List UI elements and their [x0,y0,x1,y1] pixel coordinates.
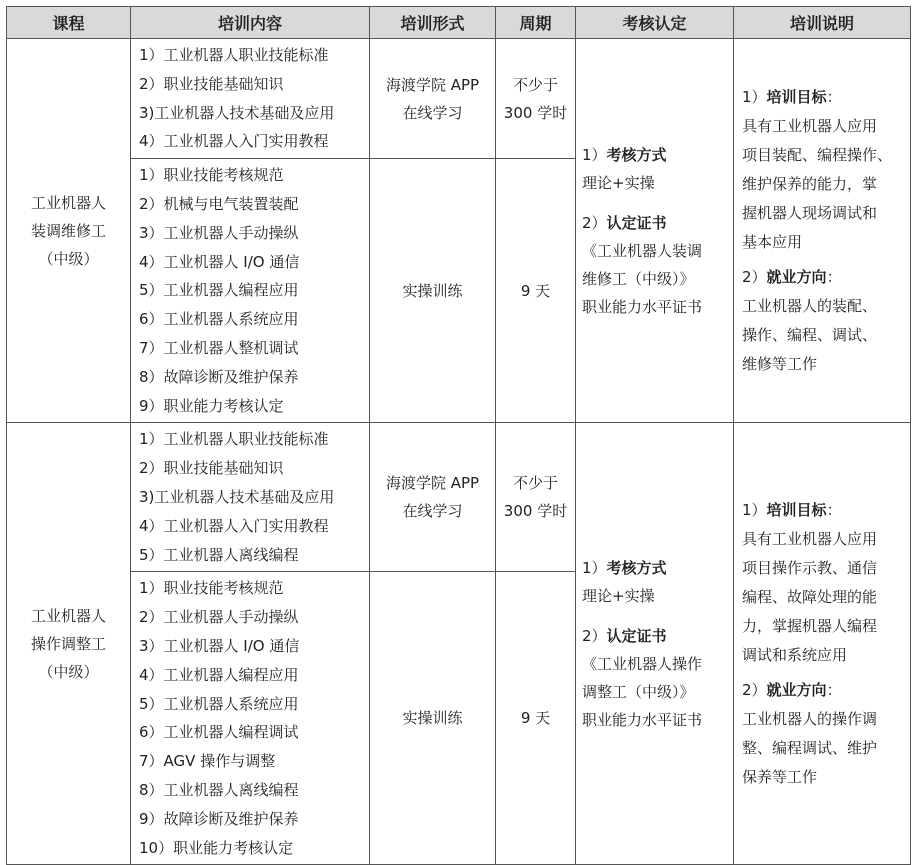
certificate-heading [582,622,727,650]
assessment-method-value: 理论+实操 [582,586,655,605]
suffix: ： [826,267,842,286]
assessment-method-heading [582,141,727,169]
online-period-cell [496,39,576,159]
description-cell [734,39,911,423]
prefix: 1） [582,558,607,577]
list-item: 1）职业技能考核规范 [139,579,284,598]
form-line: 在线学习 [402,502,463,521]
suffix: ： [826,87,842,106]
table-row [7,39,911,159]
course-name-line: 工业机器人 [30,606,106,625]
practice-period-cell: 9 天 [496,159,576,423]
list-item: 4）工业机器人编程应用 [139,665,299,684]
list-item: 3)工业机器人技术基础及应用 [139,487,335,506]
list-item: 8）工业机器人离线编程 [139,780,299,799]
online-form-cell [370,39,496,159]
job-line: 保养等工作 [742,767,818,786]
job-title: 就业方向 [766,680,827,699]
list-item: 5）工业机器人编程应用 [139,281,299,300]
prefix: 1） [742,500,767,519]
table-row [7,423,911,572]
list-item: 5）工业机器人离线编程 [139,545,299,564]
period-line: 不少于 [512,474,558,493]
list-item: 2）工业机器人手动操纵 [139,608,299,627]
list-item: 6）工业机器人系统应用 [139,310,299,329]
job-line: 操作、编程、调试、 [742,325,878,344]
header-assessment: 考核认定 [576,7,734,39]
certificate-line: 《工业机器人操作 [582,654,703,673]
online-form-cell [370,423,496,572]
assessment-method-title: 考核方式 [606,145,667,164]
assessment-method-heading [582,554,727,582]
prefix: 2） [742,267,767,286]
suffix: ： [826,500,842,519]
list-item: 5）工业机器人系统应用 [139,694,299,713]
goal-line: 编程、故障处理的能 [742,587,878,606]
course-name-line: 工业机器人 [30,193,106,212]
job-line: 维修等工作 [742,354,818,373]
practice-content-cell [131,572,370,865]
list-item: 3）工业机器人 I/O 通信 [139,636,300,655]
certificate-heading [582,209,727,237]
list-item: 3）工业机器人手动操纵 [139,223,299,242]
prefix: 1） [582,145,607,164]
certificate-line: 调整工（中级）》 [582,682,695,701]
list-item: 9）职业能力考核认定 [139,396,284,415]
goal-title: 培训目标 [766,87,827,106]
certificate-title: 认定证书 [606,213,667,232]
goal-line: 力，掌握机器人编程 [742,616,878,635]
assessment-method-value: 理论+实操 [582,173,655,192]
list-item: 4）工业机器人 I/O 通信 [139,252,300,271]
list-item: 1）工业机器人职业技能标准 [139,430,329,449]
job-line: 工业机器人的装配、 [742,296,878,315]
goal-line: 项目操作示教、通信 [742,558,878,577]
online-content-cell [131,423,370,572]
online-period-cell [496,423,576,572]
certificate-line: 职业能力水平证书 [582,710,703,729]
period-line: 300 学时 [503,502,568,521]
list-item: 6）工业机器人编程调试 [139,723,299,742]
prefix: 2） [582,213,607,232]
goal-line: 项目装配、编程操作、 [742,145,893,164]
job-line: 工业机器人的操作调 [742,709,878,728]
list-item: 2）职业技能基础知识 [139,459,284,478]
goal-heading [742,83,904,112]
goal-line: 调试和系统应用 [742,645,848,664]
list-item: 7）AGV 操作与调整 [139,752,276,771]
certificate-title: 认定证书 [606,626,667,645]
certificate-line: 职业能力水平证书 [582,297,703,316]
period-line: 300 学时 [503,103,568,122]
list-item: 1）工业机器人职业技能标准 [139,46,329,64]
certificate-line: 《工业机器人装调 [582,241,703,260]
header-course: 课程 [7,7,131,39]
list-item: 3)工业机器人技术基础及应用 [139,103,335,122]
prefix: 2） [582,626,607,645]
course-name-cell [7,423,131,865]
practice-form-cell: 实操训练 [370,572,496,865]
list-item: 4）工业机器人入门实用教程 [139,132,329,151]
goal-line: 具有工业机器人应用 [742,529,878,548]
goal-line: 具有工业机器人应用 [742,116,878,135]
job-heading [742,263,904,292]
description-cell [734,423,911,865]
job-heading [742,676,904,705]
list-item: 8）故障诊断及维护保养 [139,367,299,386]
list-item: 10）职业能力考核认定 [139,838,294,857]
header-period: 周期 [496,7,576,39]
online-content-cell [131,39,370,159]
certificate-line: 维修工（中级）》 [582,269,695,288]
goal-heading [742,496,904,525]
prefix: 1） [742,87,767,106]
course-name-line: （中级） [38,662,99,681]
list-item: 4）工业机器人入门实用教程 [139,516,329,535]
header-description: 培训说明 [734,7,911,39]
assessment-method-title: 考核方式 [606,558,667,577]
header-content: 培训内容 [131,7,370,39]
practice-form-cell: 实操训练 [370,159,496,423]
suffix: ： [826,680,842,699]
period-line: 不少于 [512,75,558,94]
list-item: 2）机械与电气装置装配 [139,194,299,213]
course-table [6,6,911,865]
practice-content-cell [131,159,370,423]
list-item: 1）职业技能考核规范 [139,166,284,185]
goal-title: 培训目标 [766,500,827,519]
form-line: 海渡学院 APP [385,474,480,493]
assessment-cell [576,423,734,865]
course-name-cell [7,39,131,423]
course-name-line: （中级） [38,249,99,268]
practice-period-cell: 9 天 [496,572,576,865]
goal-line: 基本应用 [742,232,803,251]
header-row [7,7,911,39]
form-line: 在线学习 [402,103,463,122]
course-name-line: 操作调整工 [30,634,106,653]
course-name-line: 装调维修工 [30,221,106,240]
goal-line: 握机器人现场调试和 [742,203,878,222]
form-line: 海渡学院 APP [385,75,480,94]
job-line: 整、编程调试、维护 [742,738,878,757]
list-item: 7）工业机器人整机调试 [139,338,299,357]
list-item: 9）故障诊断及维护保养 [139,809,299,828]
assessment-cell [576,39,734,423]
header-form: 培训形式 [370,7,496,39]
prefix: 2） [742,680,767,699]
job-title: 就业方向 [766,267,827,286]
list-item: 2）职业技能基础知识 [139,74,284,93]
goal-line: 维护保养的能力，掌 [742,174,878,193]
